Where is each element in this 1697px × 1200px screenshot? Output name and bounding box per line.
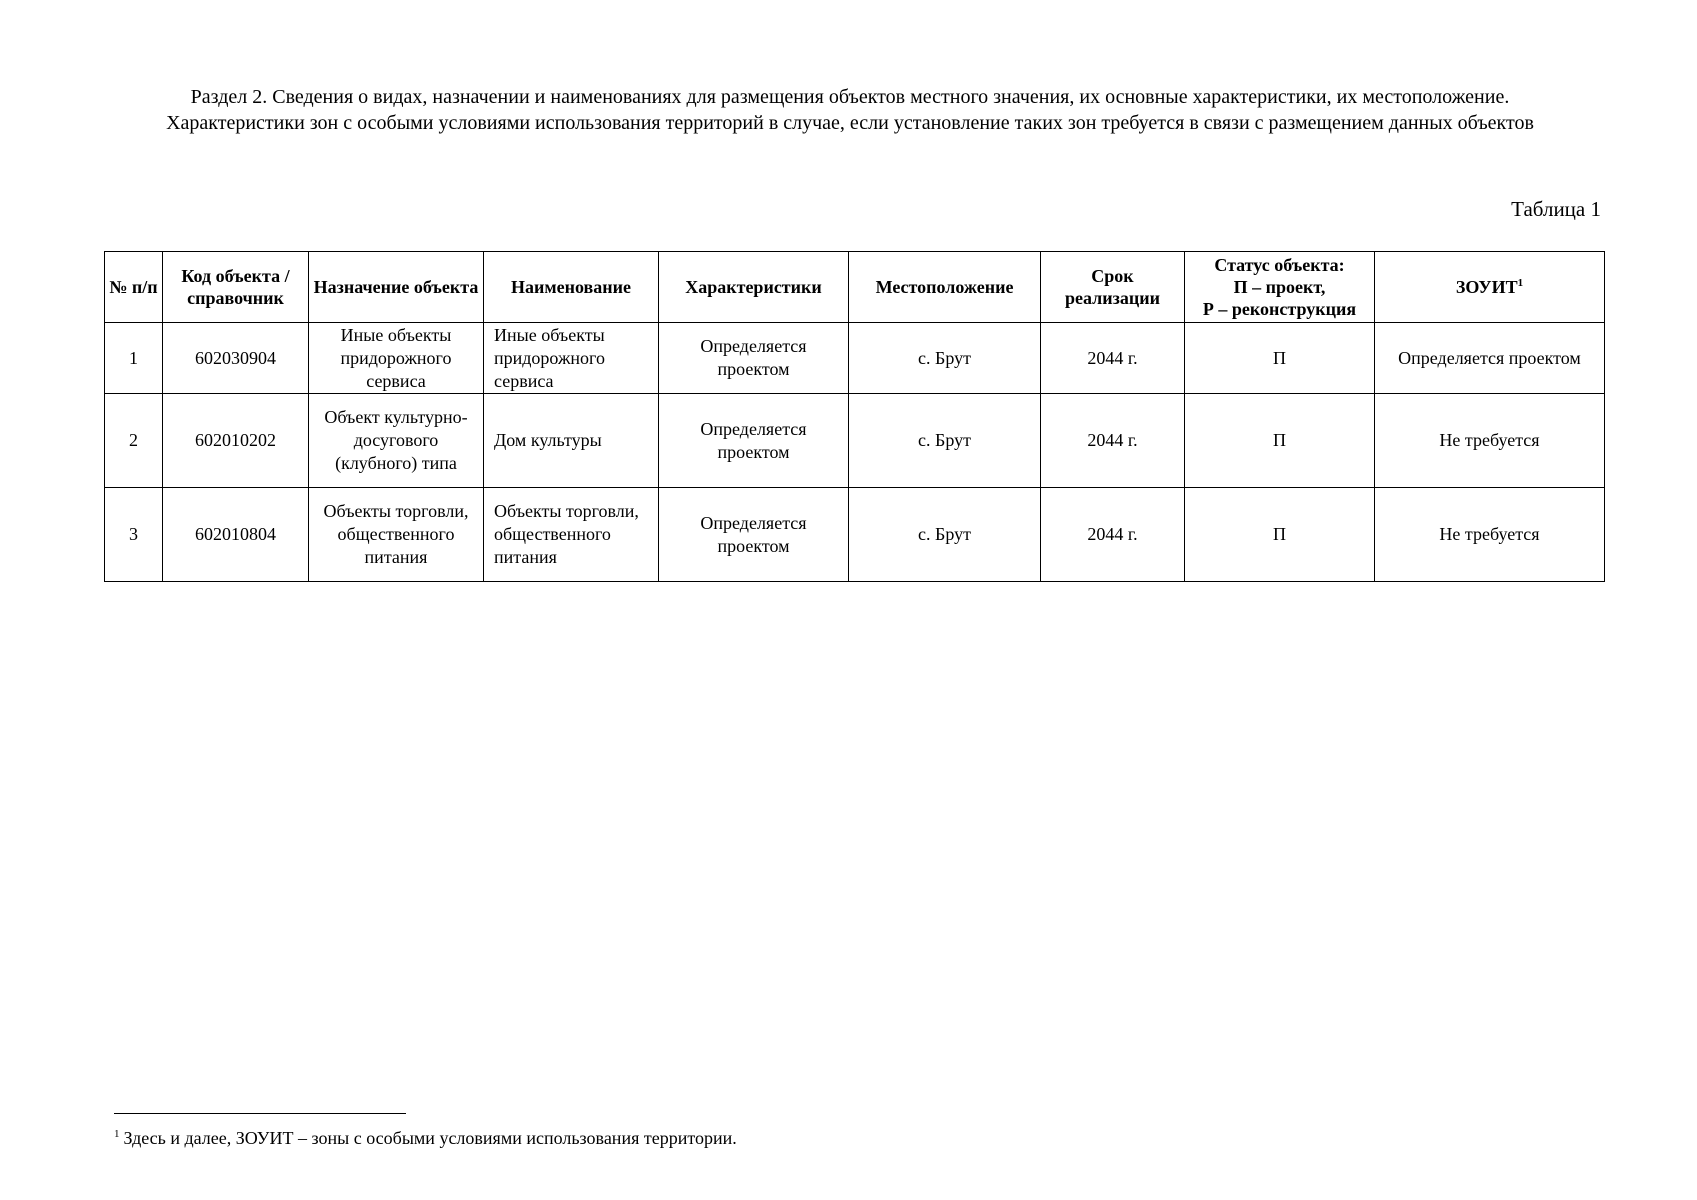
cell-zouit: Определяется проектом — [1375, 323, 1605, 394]
cell-num: 3 — [105, 488, 163, 582]
header-status-line2: П – проект, — [1233, 277, 1326, 297]
cell-name: Иные объекты придорожного сервиса — [484, 323, 659, 394]
header-term: Срок реализации — [1041, 252, 1185, 323]
cell-characteristics: Определяется проектом — [659, 323, 849, 394]
footnote-text: Здесь и далее, ЗОУИТ – зоны с особыми условиями использования территории. — [123, 1128, 737, 1148]
cell-purpose: Объекты торговли, общественного питания — [309, 488, 484, 582]
header-characteristics: Характеристики — [659, 252, 849, 323]
table-row — [105, 323, 1605, 394]
footnote-reference: 1 — [1517, 277, 1524, 289]
header-zouit-label: ЗОУИТ — [1455, 277, 1518, 297]
header-num: № п/п — [105, 252, 163, 323]
header-status-line1: Статус объекта: — [1214, 255, 1345, 275]
cell-status: П — [1185, 394, 1375, 488]
cell-purpose: Иные объекты придорожного сервиса — [309, 323, 484, 394]
cell-location: с. Брут — [849, 488, 1041, 582]
cell-term: 2044 г. — [1041, 488, 1185, 582]
header-status-line3: Р – реконструкция — [1202, 299, 1357, 319]
cell-name: Объекты торговли, общественного питания — [484, 488, 659, 582]
cell-term: 2044 г. — [1041, 394, 1185, 488]
table-header-row — [105, 252, 1605, 323]
table-row — [105, 394, 1605, 488]
footnote — [114, 1126, 737, 1150]
cell-characteristics: Определяется проектом — [659, 488, 849, 582]
cell-status: П — [1185, 323, 1375, 394]
cell-term: 2044 г. — [1041, 323, 1185, 394]
cell-code: 602010202 — [163, 394, 309, 488]
header-code: Код объекта / справочник — [163, 252, 309, 323]
header-zouit — [1375, 252, 1605, 323]
cell-location: с. Брут — [849, 394, 1041, 488]
header-status — [1185, 252, 1375, 323]
cell-name: Дом культуры — [484, 394, 659, 488]
header-name: Наименование — [484, 252, 659, 323]
cell-zouit: Не требуется — [1375, 488, 1605, 582]
footnote-divider — [114, 1113, 406, 1114]
cell-status: П — [1185, 488, 1375, 582]
cell-code: 602030904 — [163, 323, 309, 394]
footnote-mark: 1 — [114, 1128, 120, 1140]
cell-num: 1 — [105, 323, 163, 394]
table-label: Таблица 1 — [1511, 197, 1601, 221]
cell-num: 2 — [105, 394, 163, 488]
table-row — [105, 488, 1605, 582]
cell-location: с. Брут — [849, 323, 1041, 394]
cell-characteristics: Определяется проектом — [659, 394, 849, 488]
header-location: Местоположение — [849, 252, 1041, 323]
header-purpose: Назначение объекта — [309, 252, 484, 323]
objects-table — [104, 251, 1605, 582]
cell-code: 602010804 — [163, 488, 309, 582]
cell-zouit: Не требуется — [1375, 394, 1605, 488]
cell-purpose: Объект культурно-досугового (клубного) типа — [309, 394, 484, 488]
section-title: Раздел 2. Сведения о видах, назначении и наименованиях для размещения объектов местного значения, их основные характеристики, их местоположение. Характеристики зон с особыми условиями использования территорий в случае, если установление таких зон требуется в связи с размещением данных объектов — [166, 86, 1534, 134]
